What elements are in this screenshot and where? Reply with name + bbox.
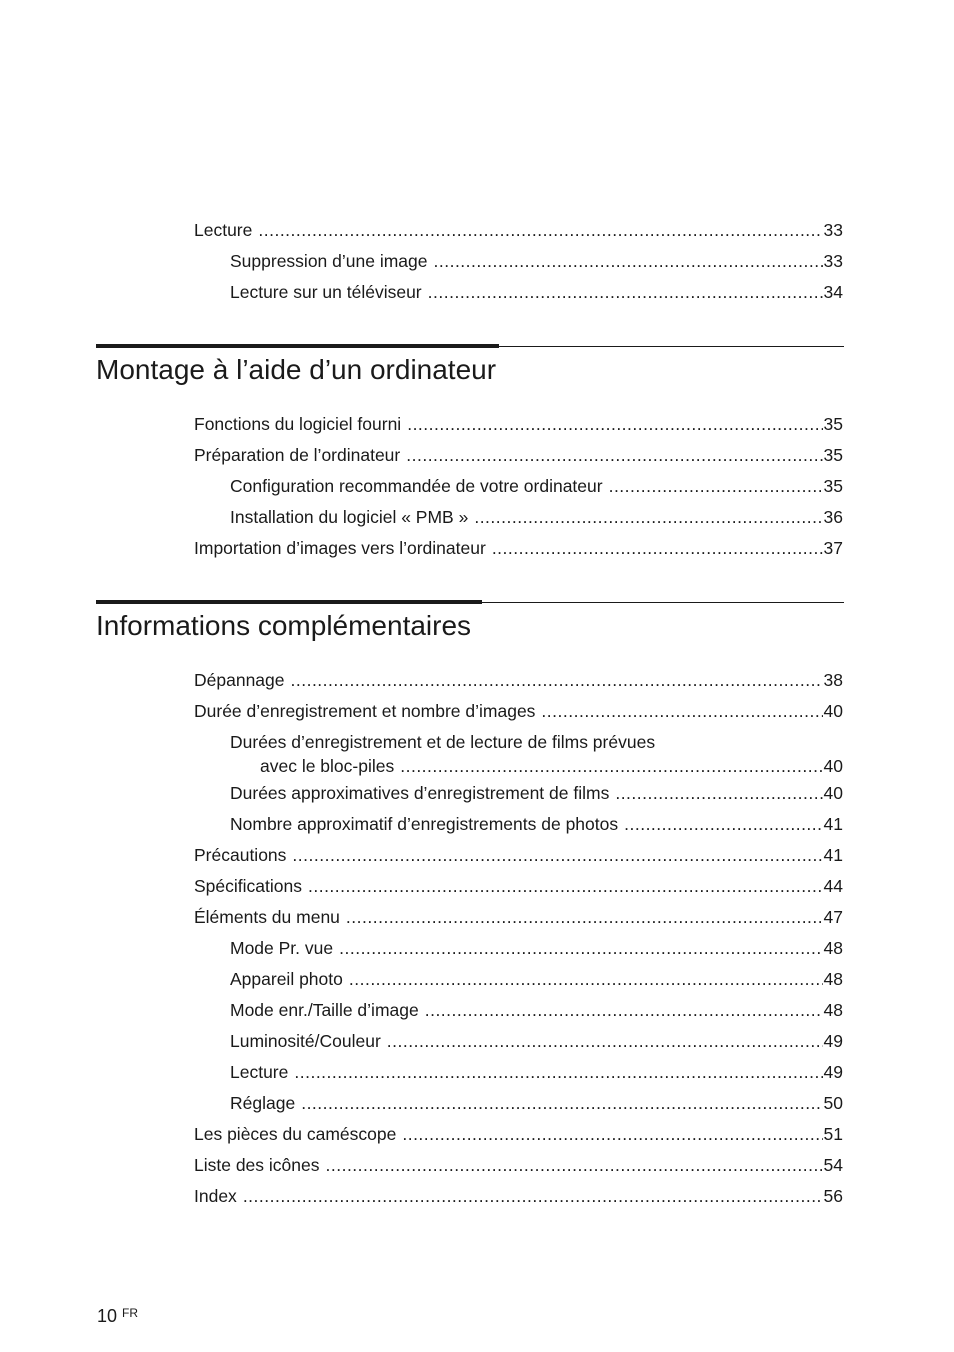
dot-leader [492, 533, 823, 564]
toc-page-number: 50 [823, 1093, 843, 1113]
toc-entry-label: Mode enr./Taille d’image [230, 1000, 419, 1020]
toc-group-informations [194, 665, 843, 1212]
toc-entry-label: Liste des icônes [194, 1155, 320, 1175]
dot-leader [407, 409, 822, 440]
toc-page-number: 35 [823, 476, 843, 496]
dot-leader [406, 440, 822, 471]
toc-page-number: 56 [823, 1186, 843, 1206]
dot-leader [541, 696, 822, 727]
dot-leader [624, 809, 822, 840]
toc-entry-label: Importation d’images vers l’ordinateur [194, 538, 486, 558]
toc-entry-label: Installation du logiciel « PMB » [230, 507, 469, 527]
toc-page-number: 36 [823, 507, 843, 527]
toc-entry[interactable] [194, 246, 843, 277]
toc-entry-label: Dépannage [194, 670, 285, 690]
toc-page-number: 40 [823, 783, 843, 803]
dot-leader [326, 1150, 823, 1181]
toc-entry[interactable] [194, 731, 843, 778]
dot-leader [425, 995, 823, 1026]
toc-entry-label: Les pièces du caméscope [194, 1124, 397, 1144]
toc-page-number: 48 [823, 1000, 843, 1020]
toc-group-montage [194, 409, 843, 564]
toc-page-number: 34 [823, 282, 843, 302]
toc-entry[interactable] [194, 871, 843, 902]
toc-entry-label: Réglage [230, 1093, 296, 1113]
toc-page-number: 54 [823, 1155, 843, 1175]
dot-leader [301, 1088, 822, 1119]
toc-entry-label: Luminosité/Couleur [230, 1031, 381, 1051]
toc-entry[interactable] [194, 471, 843, 502]
toc-entry-label: Lecture [230, 1062, 289, 1082]
page-number: 10 [97, 1306, 118, 1326]
dot-leader [349, 964, 823, 995]
toc-group-lecture [194, 215, 843, 308]
toc-entry-label: Durées approximatives d’enregistrement de films [230, 783, 610, 803]
toc-entry-label: Nombre approximatif d’enregistrements de photos [230, 814, 619, 834]
toc-entry[interactable] [194, 809, 843, 840]
toc-page-number: 41 [823, 814, 843, 834]
toc-entry-label: Mode Pr. vue [230, 938, 334, 958]
toc-entry[interactable] [194, 778, 843, 809]
toc-entry-label: Spécifications [194, 876, 302, 896]
language-code: FR [122, 1306, 139, 1320]
toc-entry-label: Suppression d’une image [230, 251, 428, 271]
dot-leader [346, 902, 823, 933]
toc-page-number: 37 [823, 538, 843, 558]
dot-leader [474, 502, 822, 533]
toc-entry-label: Durées d’enregistrement et de lecture de films prévues [230, 732, 656, 752]
toc-entry[interactable] [194, 902, 843, 933]
toc-entry-label: Configuration recommandée de votre ordinateur [230, 476, 603, 496]
dot-leader [400, 754, 822, 778]
toc-entry[interactable] [194, 440, 843, 471]
toc-page-number: 40 [823, 756, 843, 776]
toc-entry-label: Lecture [194, 220, 253, 240]
toc-entry[interactable] [194, 1026, 843, 1057]
toc-entry[interactable] [194, 409, 843, 440]
toc-page-number: 41 [823, 845, 843, 865]
toc-page-number: 49 [823, 1031, 843, 1051]
dot-leader [294, 1057, 822, 1088]
toc-entry-continuation [230, 754, 843, 778]
toc-page-number: 40 [823, 701, 843, 721]
toc-entry-label: Index [194, 1186, 237, 1206]
dot-leader [402, 1119, 822, 1150]
toc-page-number: 35 [823, 414, 843, 434]
dot-leader [615, 778, 822, 809]
toc-entry[interactable] [194, 964, 843, 995]
toc-entry[interactable] [194, 533, 843, 564]
toc-entry[interactable] [194, 1057, 843, 1088]
toc-page-number: 47 [823, 907, 843, 927]
toc-page-number: 33 [823, 220, 843, 240]
toc-entry[interactable] [194, 840, 843, 871]
toc-entry-label: Précautions [194, 845, 287, 865]
toc-entry[interactable] [194, 665, 843, 696]
toc-entry-label: Fonctions du logiciel fourni [194, 414, 402, 434]
dot-leader [339, 933, 822, 964]
section-rule-accent [96, 344, 499, 348]
dot-leader [428, 277, 823, 308]
dot-leader [258, 215, 822, 246]
dot-leader [243, 1181, 823, 1212]
toc-page-number: 35 [823, 445, 843, 465]
toc-page-number: 33 [823, 251, 843, 271]
toc-page-number: 48 [823, 969, 843, 989]
toc-entry[interactable] [194, 1150, 843, 1181]
toc-entry-label: Préparation de l’ordinateur [194, 445, 401, 465]
page-footer [97, 1306, 138, 1327]
section-rule-accent [96, 600, 482, 604]
toc-entry-label: Appareil photo [230, 969, 343, 989]
toc-entry[interactable] [194, 215, 843, 246]
dot-leader [292, 840, 822, 871]
toc-page-number: 44 [823, 876, 843, 896]
toc-entry[interactable] [194, 1119, 843, 1150]
toc-entry-label: Durée d’enregistrement et nombre d’images [194, 701, 536, 721]
toc-entry[interactable] [194, 995, 843, 1026]
toc-entry[interactable] [194, 1088, 843, 1119]
dot-leader [291, 665, 823, 696]
toc-entry[interactable] [194, 1181, 843, 1212]
toc-entry[interactable] [194, 502, 843, 533]
section-title: Informations complémentaires [96, 610, 472, 641]
toc-entry-label: Lecture sur un téléviseur [230, 282, 422, 302]
toc-entry[interactable] [194, 696, 843, 727]
toc-entry[interactable] [194, 277, 843, 308]
toc-page-number: 38 [823, 670, 843, 690]
dot-leader [308, 871, 823, 902]
dot-leader [434, 246, 823, 277]
section-title: Montage à l’aide d’un ordinateur [96, 354, 497, 385]
toc-entry-label: Éléments du menu [194, 907, 340, 927]
toc-page-number: 48 [823, 938, 843, 958]
dot-leader [609, 471, 823, 502]
toc-page-number: 51 [823, 1124, 843, 1144]
dot-leader [387, 1026, 823, 1057]
toc-page-number: 49 [823, 1062, 843, 1082]
toc-entry-label: avec le bloc-piles [260, 756, 395, 776]
toc-entry[interactable] [194, 933, 843, 964]
